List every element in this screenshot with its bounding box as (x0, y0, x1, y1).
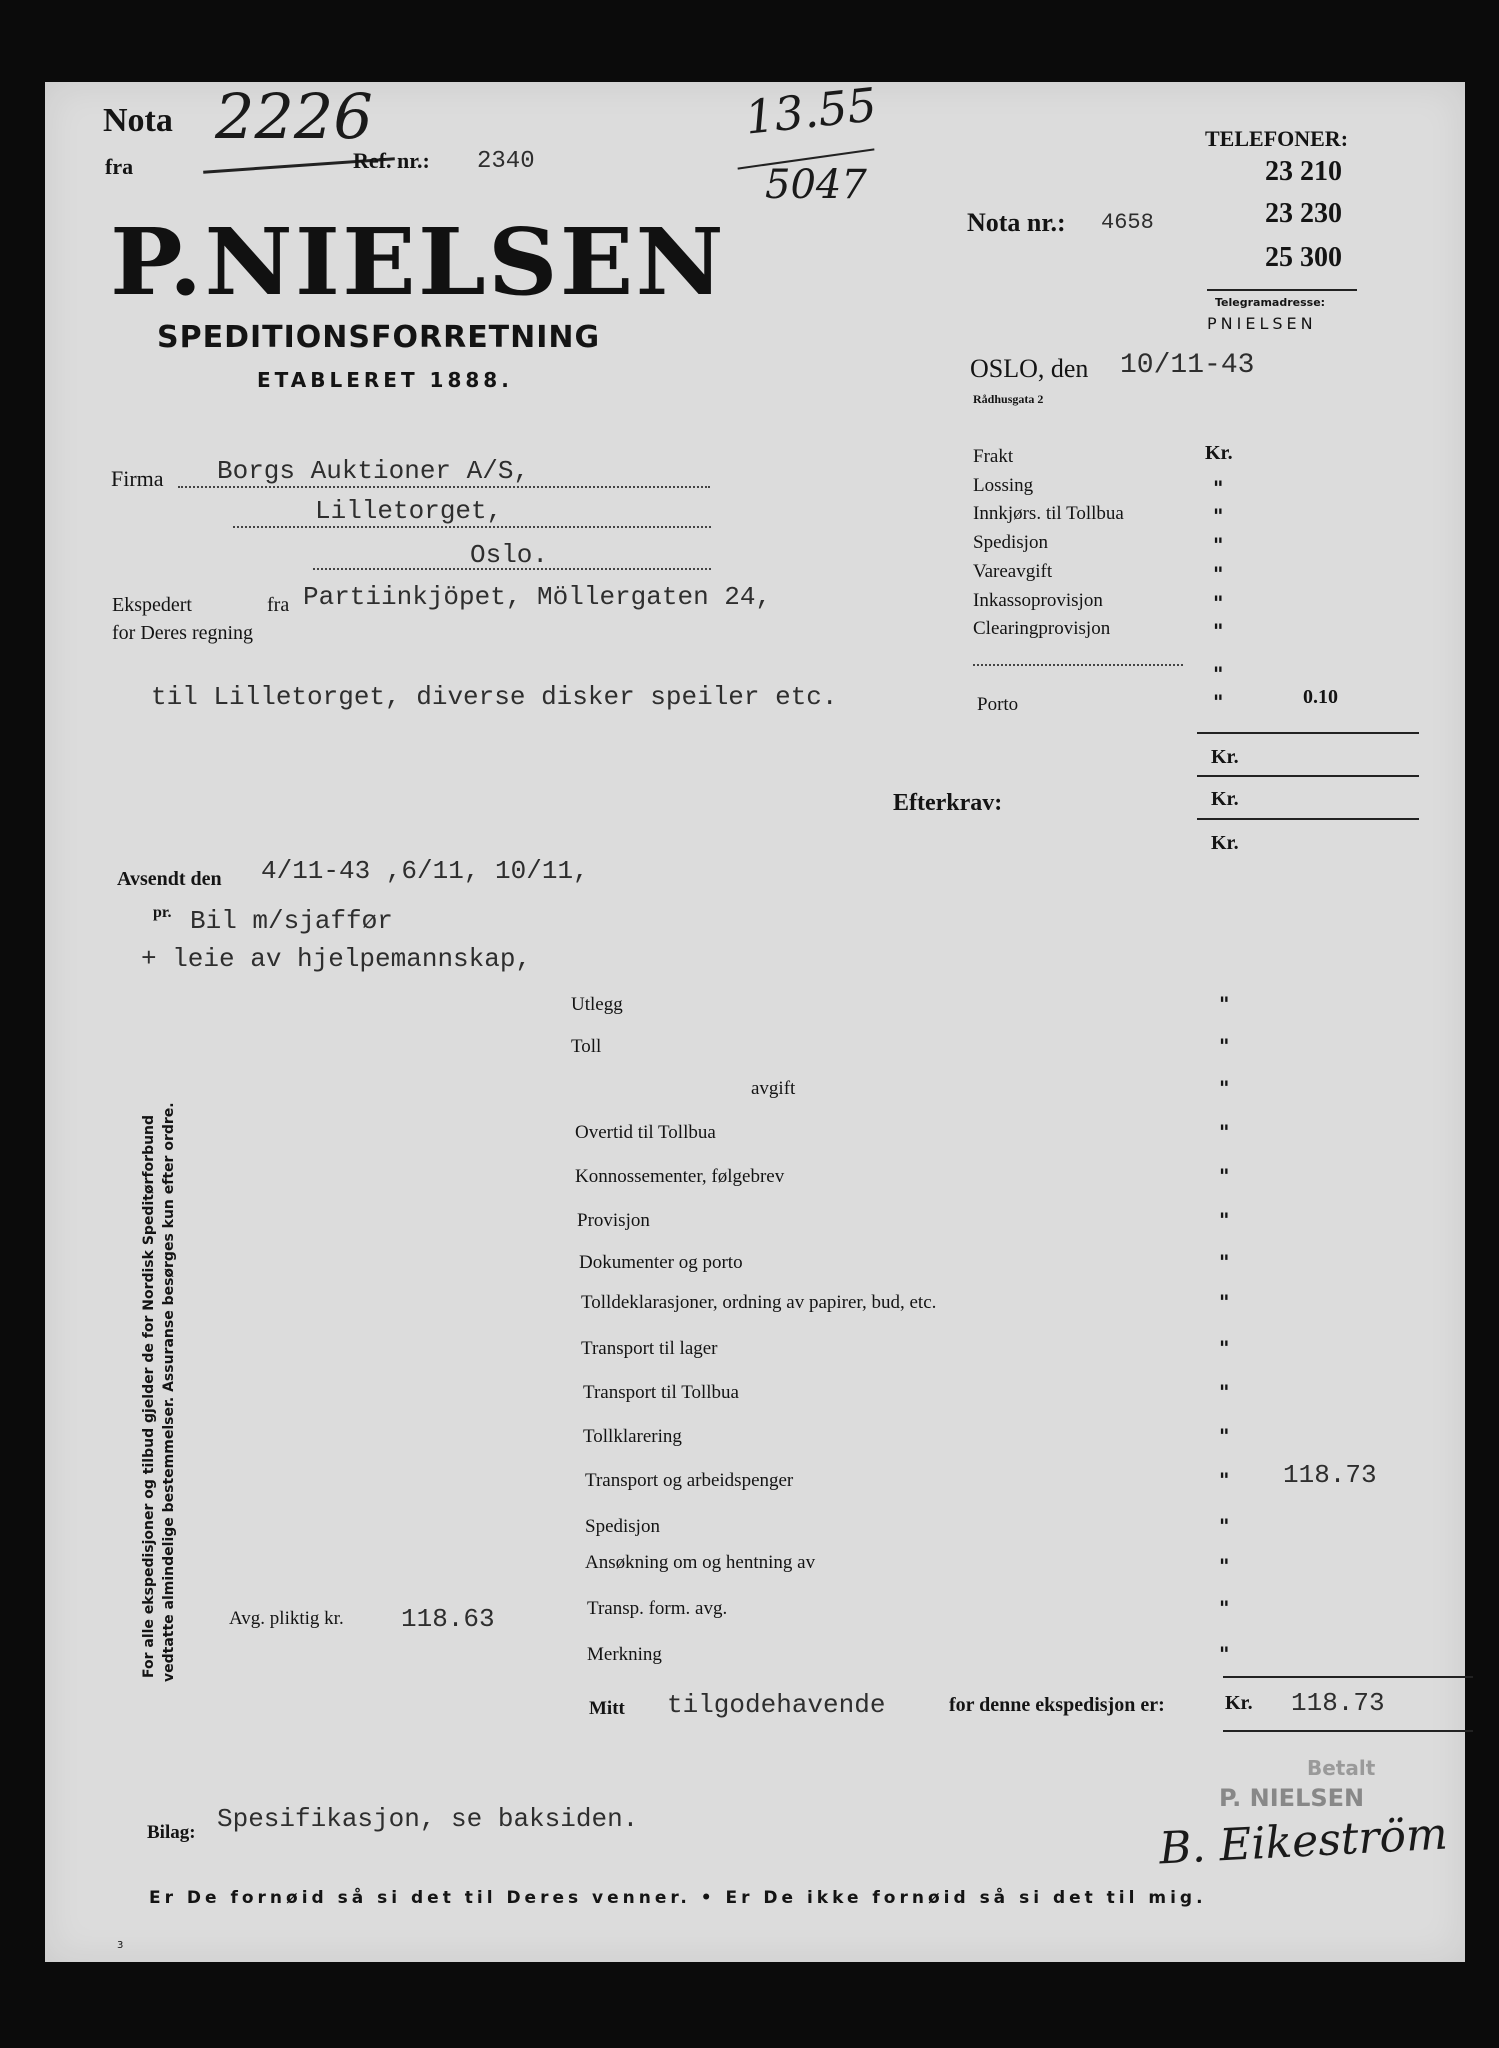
avsendt-label: Avsendt den (117, 868, 222, 890)
porto-value: 0.10 (1303, 686, 1338, 708)
charge-provisjon: Provisjon (577, 1210, 650, 1231)
charge-tollklarering: Tollklarering (583, 1426, 682, 1447)
ditto-7: " (1213, 662, 1224, 686)
phone-3: 25 300 (1265, 242, 1342, 273)
city-label: OSLO, den (970, 354, 1089, 383)
ref-value: 2340 (477, 148, 535, 175)
fra-label: fra (105, 154, 134, 179)
handwritten-ref-bottom: 5047 (765, 162, 867, 208)
charge-transport-arbeid: Transport og arbeidspenger (585, 1470, 794, 1491)
transport-value: 118.73 (1283, 1460, 1377, 1490)
total-rule-top (1223, 1676, 1473, 1678)
telegram-value: PNIELSEN (1207, 314, 1317, 333)
ditto-b11: " (1219, 1424, 1230, 1448)
charge-konnossementer: Konnossementer, følgebrev (575, 1166, 785, 1187)
ditto-8: " (1213, 690, 1224, 714)
charge-dokumenter: Dokumenter og porto (579, 1252, 743, 1273)
ditto-b9: " (1219, 1336, 1230, 1360)
ditto-b6: " (1219, 1208, 1230, 1232)
ditto-b12: " (1219, 1468, 1230, 1492)
charge-clearing: Clearingprovisjon (973, 618, 1111, 639)
avg-label: Avg. pliktig kr. (229, 1608, 344, 1629)
handwritten-ref-top: 13.55 (742, 77, 880, 145)
ditto-3: " (1213, 533, 1224, 557)
ditto-b3: " (1219, 1076, 1230, 1100)
phone-2: 23 230 (1265, 198, 1342, 229)
bilag-label: Bilag: (147, 1822, 196, 1843)
address: Rådhusgata 2 (973, 392, 1044, 406)
ref-label: Ref. nr.: (353, 148, 430, 173)
efterkrav-kr-1: Kr. (1211, 746, 1239, 768)
ditto-2: " (1213, 504, 1224, 528)
charge-toll: Toll (571, 1036, 602, 1057)
charge-spedisjon: Spedisjon (973, 532, 1048, 553)
ekspedert-from: Partiinkjöpet, Möllergaten 24, (303, 582, 772, 612)
ditto-b14: " (1219, 1554, 1230, 1578)
firma-label: Firma (111, 466, 164, 491)
recipient-line-1: Borgs Auktioner A/S, (217, 456, 530, 486)
company-logo: P.NIELSEN (110, 208, 726, 316)
ditto-6: " (1213, 619, 1224, 643)
total-kr-label: Kr. (1225, 1692, 1253, 1714)
phone-1: 23 210 (1265, 156, 1342, 187)
ditto-b15: " (1219, 1596, 1230, 1620)
avg-value: 118.63 (401, 1604, 495, 1634)
charge-ansokning: Ansøkning om og hentning av (585, 1552, 816, 1573)
charge-overtid: Overtid til Tollbua (575, 1122, 716, 1143)
ditto-b16: " (1219, 1642, 1230, 1666)
regning-label: for Deres regning (112, 622, 254, 644)
charges-currency: Kr. (1205, 442, 1233, 464)
pr-line-1: Bil m/sjaffør (190, 906, 393, 936)
footer-slogan: Er De fornøid så si det til Deres venner. • Er De ikke fornøid så si det til mig. (149, 1888, 1207, 1908)
recipient-line-2: Lilletorget, (315, 496, 503, 526)
subtotal-rule-1 (1197, 732, 1419, 734)
charge-avgift: avgift (751, 1078, 796, 1099)
total-rule-bottom (1223, 1730, 1473, 1732)
nota-nr-value: 4658 (1101, 210, 1154, 235)
charge-porto: Porto (977, 694, 1019, 715)
ditto-b7: " (1219, 1250, 1230, 1274)
company-established: ETABLERET 1888. (257, 368, 513, 392)
stamp-name: P. NIELSEN (1219, 1784, 1365, 1812)
telegram-label: Telegramadresse: (1215, 296, 1326, 309)
charge-frakt: Frakt (973, 446, 1014, 467)
charge-inkasso: Inkassoprovisjon (973, 590, 1103, 611)
charge-utlegg: Utlegg (571, 994, 623, 1015)
telefoner-label: TELEFONER: (1205, 126, 1349, 151)
signature: B. Eikeström (1157, 1808, 1449, 1875)
efterkrav-kr-2: Kr. (1211, 788, 1239, 810)
subtotal-rule-3 (1197, 818, 1419, 820)
total-value: 118.73 (1291, 1688, 1385, 1718)
charge-tolldeklarasjoner: Tolldeklarasjoner, ordning av papirer, bud, etc. (581, 1292, 937, 1313)
nota-label: Nota (103, 102, 173, 139)
side-terms-line-2: vedtatte almindelige bestemmelser. Assuranse besørges kun efter ordre. (161, 1102, 177, 1682)
avsendt-value: 4/11-43 ,6/11, 10/11, (261, 856, 589, 886)
stamp-betalt: Betalt (1307, 1756, 1376, 1780)
date-value: 10/11-43 (1120, 350, 1255, 381)
charge-transport-lager: Transport til lager (581, 1338, 718, 1359)
efterkrav-label: Efterkrav: (893, 790, 1003, 816)
total-for-label: for denne ekspedisjon er: (949, 1694, 1165, 1716)
ekspedert-label: Ekspedert (112, 594, 192, 616)
charge-transport-tollbua: Transport til Tollbua (583, 1382, 739, 1403)
ditto-4: " (1213, 562, 1224, 586)
pr-line-2: + leie av hjelpemannskap, (141, 944, 532, 974)
charge-innkjors: Innkjørs. til Tollbua (973, 503, 1124, 524)
ditto-b8: " (1219, 1290, 1230, 1314)
ditto-5: " (1213, 591, 1224, 615)
invoice-page (45, 77, 1465, 1962)
pr-label: pr. (153, 904, 172, 921)
subtotal-rule-2 (1197, 775, 1419, 777)
ditto-b1: " (1219, 992, 1230, 1016)
mitt-label: Mitt (589, 1698, 625, 1719)
ditto-b4: " (1219, 1120, 1230, 1144)
destination-line: til Lilletorget, diverse disker speiler etc. (151, 682, 838, 712)
ditto-b10: " (1219, 1380, 1230, 1404)
charge-spedisjon-2: Spedisjon (585, 1516, 660, 1537)
ditto-b5: " (1219, 1164, 1230, 1188)
side-terms-line-1: For alle ekspedisjoner og tilbud gjelder de for Nordisk Speditørforbund (141, 1114, 157, 1678)
charge-vareavgift: Vareavgift (973, 561, 1053, 582)
charge-merkning: Merkning (587, 1644, 662, 1665)
telephone-divider (1207, 289, 1357, 291)
nota-handwritten-number: 2226 (215, 80, 373, 153)
tilgodehavende: tilgodehavende (667, 1690, 886, 1720)
charge-blank-line (973, 646, 1183, 666)
recipient-line-3: Oslo. (470, 540, 549, 570)
ekspedert-fra-label: fra (267, 594, 290, 616)
bilag-value: Spesifikasjon, se baksiden. (217, 1804, 639, 1834)
charge-transp-form: Transp. form. avg. (587, 1598, 728, 1619)
ditto-b13: " (1219, 1514, 1230, 1538)
ditto-1: " (1213, 476, 1224, 500)
nota-nr-label: Nota nr.: (967, 208, 1066, 237)
efterkrav-kr-3: Kr. (1211, 832, 1239, 854)
company-subtitle: SPEDITIONSFORRETNING (157, 320, 601, 355)
ditto-b2: " (1219, 1034, 1230, 1058)
page-mark: 3 (117, 1940, 124, 1951)
charge-lossing: Lossing (973, 475, 1034, 496)
